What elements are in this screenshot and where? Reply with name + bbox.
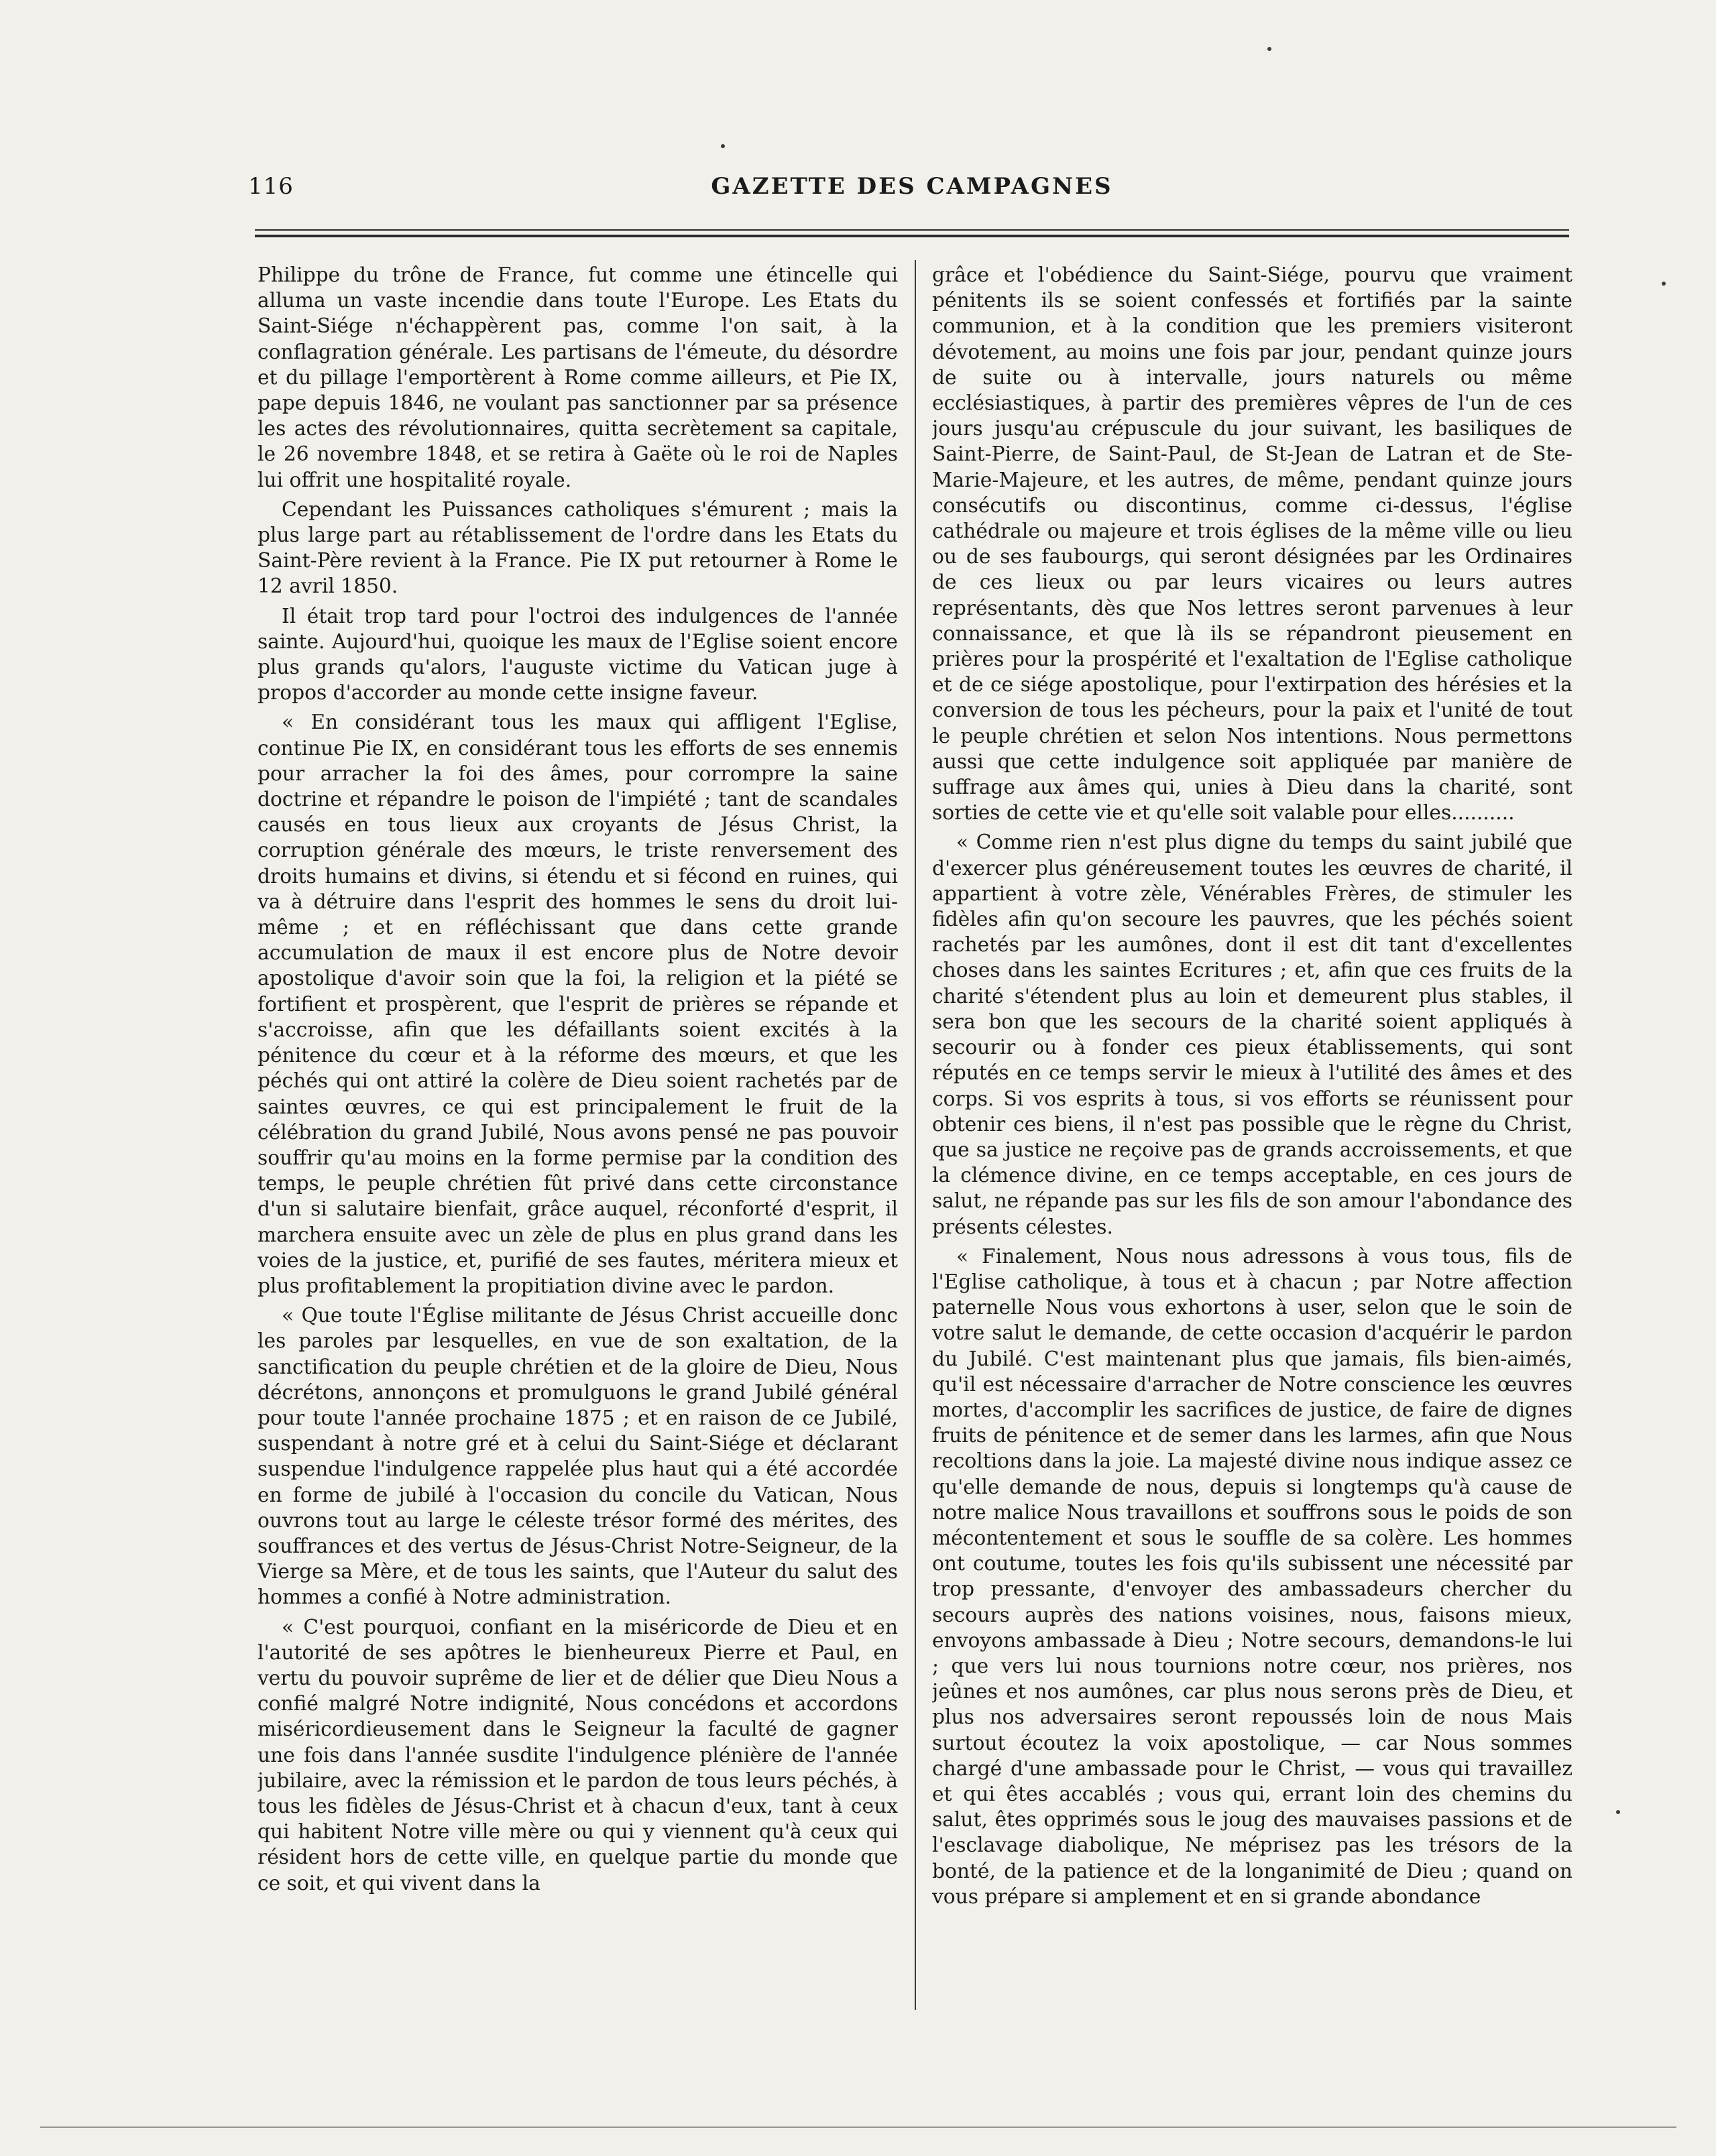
page-header xyxy=(248,173,1576,220)
paragraph: Philippe du trône de France, fut comme une étincelle qui alluma un vaste incendie dans toute l'Europe. Les Etats du Saint-Siége n'échappèrent pas, comme l'on sait, à la conflagration générale. Les partisans de l'émeute, du désordre et du pillage l'emportèrent à Rome comme ailleurs, et Pie IX, pape depuis 1846, ne voulant pas sanctionner par sa présence les actes des révolutionnaires, quitta secrètement sa capitale, le 26 novembre 1848, et se retira à Gaëte où le roi de Naples lui offrit une hospitalité royale. xyxy=(258,263,898,492)
print-speck xyxy=(721,144,725,148)
header-rule-top xyxy=(255,229,1569,231)
print-speck xyxy=(1267,47,1271,51)
paragraph: « Que toute l'Église militante de Jésus Christ accueille donc les paroles par lesquelles, en vue de son exaltation, de la sanctification du peuple chrétien et de la gloire de Dieu, Nous décrétons, annonçons et promulguons le grand Jubilé général pour toute l'année prochaine 1875 ; et en raison de ce Jubilé, suspendant à notre gré et à celui du Saint-Siége et déclarant suspendue l'indulgence rappelée plus haut qui a été accordée en forme de jubilé à l'occasion du concile du Vatican, Nous ouvrons tout au large le céleste trésor formé des mérites, des souffrances et des vertus de Jésus-Christ Notre-Seigneur, de la Vierge sa Mère, et de tous les saints, que l'Auteur du salut des hommes a confié à Notre administration. xyxy=(258,1304,898,1610)
print-speck xyxy=(1662,282,1666,286)
paragraph: Il était trop tard pour l'octroi des indulgences de l'année sainte. Aujourd'hui, quoique les maux de l'Eglise soient encore plus grands qu'alors, l'auguste victime du Vatican juge à propos d'accorder au monde cette insigne faveur. xyxy=(258,604,898,705)
print-speck xyxy=(1616,1810,1620,1814)
running-title: GAZETTE DES CAMPAGNES xyxy=(711,173,1113,200)
header-rule-bottom xyxy=(255,235,1569,237)
paragraph: « C'est pourquoi, confiant en la miséricorde de Dieu et en l'autorité de ses apôtres le bienheureux Pierre et Paul, en vertu du pouvoir suprême de lier et de délier que Dieu Nous a confié malgré Notre indignité, Nous concédons et accordons miséricordieusement dans le Seigneur la faculté de gagner une fois dans l'année susdite l'indulgence plénière de l'année jubilaire, avec la rémission et le pardon de tous leurs péchés, à tous les fidèles de Jésus-Christ et à chacun d'eux, tant à ceux qui habitent Notre ville mère ou qui y viennent qu'à ceux qui résident hors de cette ville, en quelque partie du monde que ce soit, et qui vivent dans la xyxy=(258,1615,898,1895)
right-column xyxy=(932,263,1572,2006)
paragraph: « En considérant tous les maux qui affligent l'Eglise, continue Pie IX, en considérant tous les efforts de ses ennemis pour arracher la foi des âmes, pour corrompre la saine doctrine et répandre le poison de l'impiété ; tant de scandales causés en tous lieux aux croyants de Jésus Christ, la corruption générale des mœurs, le triste renversement des droits humains et divins, si étendu et si fécond en ruines, qui va à détruire dans l'esprit des hommes le sens du droit lui-même ; et en réfléchissant que dans cette grande accumulation de maux il est encore plus de Notre devoir apostolique d'avoir soin que la foi, la religion et la piété se fortifient et prospèrent, que l'esprit de prières se répande et s'accroisse, afin que les défaillants soient excités à la pénitence du cœur et à la réforme des mœurs, et que les péchés qui ont attiré la colère de Dieu soient rachetés par de saintes œuvres, ce qui est principalement le fruit de la célébration du grand Jubilé, Nous avons pensé ne pas pouvoir souffrir qu'au moins en la forme permise par la condition des temps, le peuple chrétien fût privé dans cette circonstance d'un si salutaire bienfait, grâce auquel, réconforté d'esprit, il marchera ensuite avec un zèle de plus en plus grand dans les voies de la justice, et, purifié de ses fautes, méritera mieux et plus profitablement la propitiation divine avec le pardon. xyxy=(258,711,898,1298)
paragraph: Cependant les Puissances catholiques s'émurent ; mais la plus large part au rétablissement de l'ordre dans les Etats du Saint-Père revient à la France. Pie IX put retourner à Rome le 12 avril 1850. xyxy=(258,497,898,599)
left-column xyxy=(258,263,898,2006)
page-number: 116 xyxy=(248,173,294,200)
paragraph: « Comme rien n'est plus digne du temps du saint jubilé que d'exercer plus généreusement toutes les œuvres de charité, il appartient à votre zèle, Vénérables Frères, de stimuler les fidèles afin qu'on secoure les pauvres, que les péchés soient rachetés par les aumônes, dont il est dit tant d'excellentes choses dans les saintes Ecritures ; et, afin que ces fruits de la charité s'étendent plus au loin et demeurent plus stables, il sera bon que les secours de la charité soient appliqués à secourir ou à fonder ces pieux établissements, qui sont réputés en ce temps servir le mieux à l'utilité des âmes et des corps. Si vos esprits à tous, si vos efforts se réunissent pour obtenir ces biens, il n'est pas possible que le règne du Christ, que sa justice ne reçoive pas de grands accroissements, et que la clémence divine, en ce temps acceptable, en ces jours de salut, ne répande pas sur les fils de son amour l'abondance des présents célestes. xyxy=(932,831,1572,1239)
paragraph: grâce et l'obédience du Saint-Siége, pourvu que vraiment pénitents ils se soient confessés et fortifiés par la sainte communion, et à la condition que les premiers visiteront dévotement, au moins une fois par jour, pendant quinze jours de suite ou à intervalle, jours naturels ou même ecclésiastiques, à partir des premières vêpres de l'un de ces jours jusqu'au crépuscule du jour suivant, les basiliques de Saint-Pierre, de Saint-Paul, de St-Jean de Latran et de Ste-Marie-Majeure, et les autres, de même, pendant quinze jours consécutifs ou discontinus, comme ci-dessus, l'église cathédrale ou majeure et trois églises de la même ville ou lieu ou de ses faubourgs, qui seront désignées par les Ordinaires de ces lieux ou par leurs vicaires ou leurs autres représentants, dès que Nos lettres seront parvenues à leur connaissance, et que là ils se répandront pieusement en prières pour la prospérité et l'exaltation de l'Eglise catholique et de ce siége apostolique, pour l'extirpation des hérésies et la conversion de tous les pécheurs, pour la paix et l'unité de tout le peuple chrétien et selon Nos intentions. Nous permettons aussi que cette indulgence soit appliquée par manière de suffrage aux âmes qui, unies à Dieu dans la charité, sont sorties de cette vie et qu'elle soit valable pour elles.......... xyxy=(932,263,1572,825)
bottom-edge-rule xyxy=(40,2127,1676,2128)
paragraph: « Finalement, Nous nous adressons à vous tous, fils de l'Eglise catholique, à tous et à chacun ; par Notre affection paternelle Nous vous exhortons à user, selon que le soin de votre salut le demande, de cette occasion d'acquérir le pardon du Jubilé. C'est maintenant plus que jamais, fils bien-aimés, qu'il est nécessaire d'arracher de Notre conscience les œuvres mortes, d'accomplir les sacrifices de justice, de faire de dignes fruits de pénitence et de semer dans les larmes, afin que Nous recoltions dans la joie. La majesté divine nous indique assez ce qu'elle demande de nous, depuis si longtemps qu'à cause de notre malice Nous travaillons et souffrons sous le poids de son mécontentement et sous le souffle de sa colère. Les hommes ont coutume, toutes les fois qu'ils subissent une nécessité par trop pressante, d'envoyer des ambassadeurs chercher du secours auprès des nations voisines, nous, faisons mieux, envoyons ambassade à Dieu ; Notre secours, demandons-le lui ; que vers lui nous tournions notre cœur, nos prières, nos jeûnes et nos aumônes, car plus nous serons près de Dieu, et plus nos adversaires seront repoussés loin de nous Mais surtout écoutez la voix apostolique, — car Nous sommes chargé d'une ambassade pour le Christ, — vous qui travaillez et qui êtes accablés ; vous qui, errant loin des chemins du salut, êtes opprimés sous le joug des mauvaises passions et de l'esclavage diabolique, Ne méprisez pas les trésors de la bonté, de la patience et de la longanimité de Dieu ; quand on vous prépare si amplement et en si grande abondance xyxy=(932,1244,1572,1909)
column-divider xyxy=(915,260,916,2010)
